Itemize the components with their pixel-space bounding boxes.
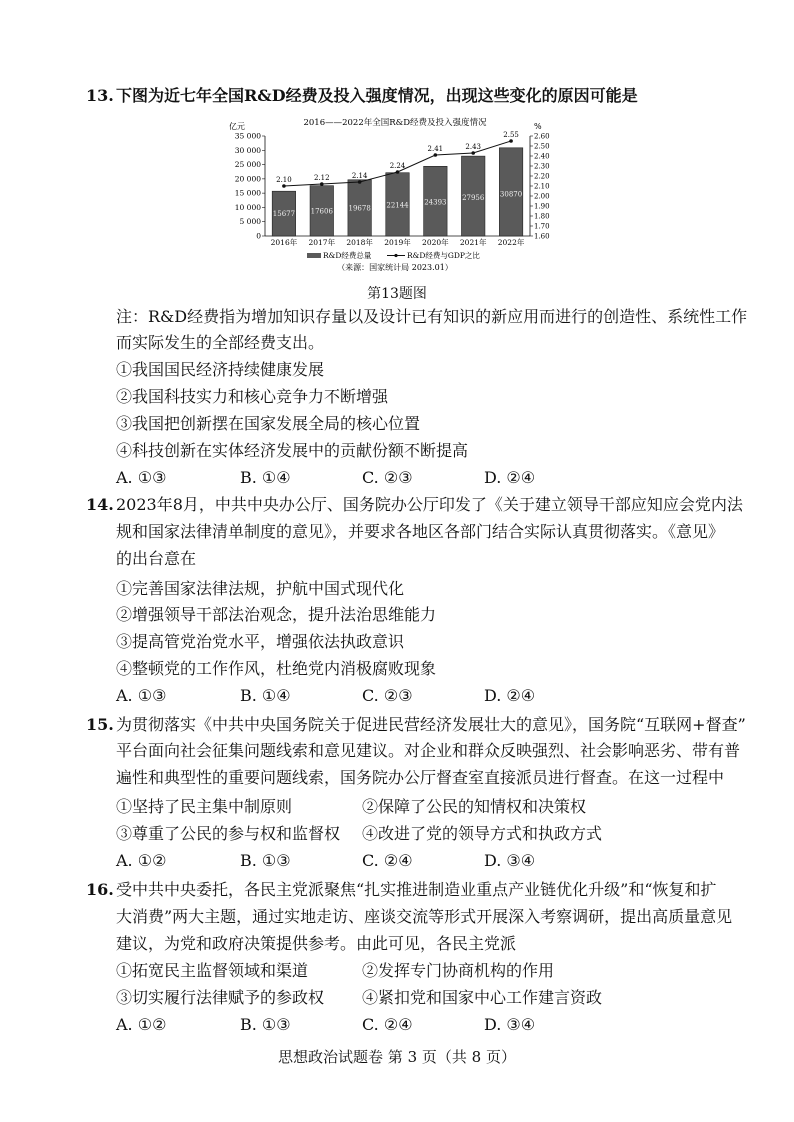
q14-option-b[interactable]: B. ①④ — [240, 686, 291, 705]
q16-stem-line2: 大消费”两大主题，通过实地走访、座谈交流等形式开展深入考察调研，提出高质量意见 — [116, 907, 733, 926]
q16-statement-4: ④紧扣党和国家中心工作建言资政 — [362, 988, 603, 1007]
q15-statements-row1 — [0, 796, 794, 818]
q14-statement-3: ③提高管党治党水平，增强依法执政意识 — [116, 632, 405, 651]
left-tick-label: 5 000 — [239, 217, 261, 227]
q14-options — [0, 685, 794, 707]
ratio-point — [434, 153, 438, 157]
bar-value-label: 19678 — [348, 204, 371, 213]
ratio-value-label: 2.12 — [313, 174, 330, 182]
q14-statement-2: ②增强领导干部法治观念，提升法治思维能力 — [116, 605, 437, 624]
left-tick-label: 30 000 — [234, 145, 261, 155]
bar-value-label: 22144 — [386, 201, 409, 210]
q16-option-b[interactable]: B. ①③ — [240, 1015, 291, 1034]
q15-statement-3: ③尊重了公民的参与权和监督权 — [116, 824, 341, 843]
q16-stem-line1: 受中共中央委托，各民主党派聚焦“扎实推进制造业重点产业链优化升级”和“恢复和扩 — [116, 880, 717, 899]
ratio-value-label: 2.24 — [389, 162, 406, 170]
right-tick-label: 2.60 — [534, 132, 550, 141]
q14-statement-1: ①完善国家法律法规，护航中国式现代化 — [116, 579, 405, 598]
left-tick-label: 20 000 — [234, 174, 261, 184]
x-tick-label: 2022年 — [497, 238, 525, 247]
q13-options — [0, 467, 794, 489]
q13-statement-4: ④科技创新在实体经济发展中的贡献份额不断提高 — [116, 441, 469, 460]
ratio-point — [358, 180, 362, 184]
ratio-value-label: 2.41 — [427, 145, 444, 153]
left-tick-label: 0 — [256, 231, 261, 241]
q16-option-d[interactable]: D. ③④ — [484, 1015, 536, 1034]
x-tick-label: 2020年 — [422, 238, 449, 247]
right-tick-label: 2.10 — [534, 182, 550, 191]
q14-stem-line1: 2023年8月，中共中央办公厅、国务院办公厅印发了《关于建立领导干部应知应会党内法 — [116, 495, 743, 514]
q16-statement-3: ③切实履行法律赋予的参政权 — [116, 988, 325, 1007]
x-tick-label: 2019年 — [384, 238, 411, 247]
rd-chart-svg — [225, 116, 560, 276]
page-footer: 思想政治试题卷 第 3 页（共 8 页） — [278, 1048, 516, 1066]
chart-title: 2016——2022年全国R&D经费及投入强度情况 — [303, 118, 487, 128]
q15-stem-line1: 为贯彻落实《中共中央国务院关于促进民营经济发展壮大的意见》，国务院“互联网+督查” — [116, 715, 746, 734]
right-axis-unit: % — [534, 122, 542, 131]
right-tick-label: 1.60 — [534, 232, 550, 241]
ratio-point — [282, 184, 286, 188]
right-tick-label: 2.50 — [534, 142, 550, 151]
q15-option-c[interactable]: C. ②④ — [362, 851, 413, 870]
q13-option-b[interactable]: B. ①④ — [240, 468, 291, 487]
bar-value-label: 15677 — [272, 209, 296, 218]
q14-number: 14. — [86, 495, 114, 514]
q14-statement-4: ④整顿党的工作作风，杜绝党内消极腐败现象 — [116, 659, 437, 678]
ratio-value-label: 2.55 — [503, 131, 519, 139]
legend-line-marker — [394, 254, 397, 257]
q13-note-line2: 而实际发生的全部经费支出。 — [116, 333, 325, 352]
right-tick-label: 2.40 — [534, 152, 550, 161]
q16-statements-row1 — [0, 960, 794, 982]
q13-option-a[interactable]: A. ①③ — [116, 468, 167, 487]
right-tick-label: 2.30 — [534, 162, 550, 171]
q15-number: 15. — [86, 715, 114, 734]
bar-value-label: 27956 — [462, 194, 485, 203]
q13-option-d[interactable]: D. ②④ — [484, 468, 536, 487]
x-tick-label: 2017年 — [308, 238, 336, 247]
q13-note-line1: 注：R&D经费指为增加知识存量以及设计已有知识的新应用而进行的创造性、系统性工作 — [116, 307, 748, 326]
ratio-value-label: 2.14 — [351, 172, 368, 180]
figure-caption: 第13题图 — [367, 286, 427, 302]
q16-stem-line3: 建议，为党和政府决策提供参考。由此可见，各民主党派 — [116, 934, 517, 953]
q13-statement-3: ③我国把创新摆在国家发展全局的核心位置 — [116, 414, 421, 433]
ratio-point — [471, 151, 475, 155]
q16-statements-row2 — [0, 987, 794, 1009]
legend-bar-swatch — [307, 253, 321, 258]
bar-value-label: 24393 — [424, 198, 447, 207]
q15-statement-2: ②保障了公民的知情权和决策权 — [362, 797, 587, 816]
ratio-point — [396, 170, 400, 174]
q15-statement-1: ①坚持了民主集中制原则 — [116, 797, 293, 816]
q13-option-c[interactable]: C. ②③ — [362, 468, 413, 487]
bar-value-label: 17606 — [310, 207, 333, 216]
x-tick-label: 2021年 — [459, 238, 487, 247]
q16-statement-2: ②发挥专门协商机构的作用 — [362, 961, 555, 980]
right-tick-label: 1.80 — [534, 212, 550, 221]
right-tick-label: 1.90 — [534, 202, 550, 211]
q13-statement-2: ②我国科技实力和核心竞争力不断增强 — [116, 387, 389, 406]
chart-source: （来源：国家统计局 2023.01） — [337, 263, 453, 272]
q15-option-b[interactable]: B. ①③ — [240, 851, 291, 870]
q13-stem: 下图为近七年全国R&D经费及投入强度情况，出现这些变化的原因可能是 — [116, 86, 638, 105]
q16-options — [0, 1014, 794, 1036]
q15-option-a[interactable]: A. ①② — [116, 851, 167, 870]
q16-number: 16. — [86, 880, 114, 899]
bar-value-label: 30870 — [499, 190, 523, 199]
left-tick-label: 15 000 — [234, 188, 261, 198]
q15-statements-row2 — [0, 823, 794, 845]
right-tick-label: 1.70 — [534, 222, 550, 231]
q15-stem-line2: 平台面向社会征集问题线索和意见建议。对企业和群众反映强烈、社会影响恶劣、带有普 — [116, 741, 741, 760]
q13-number: 13. — [86, 86, 114, 105]
ratio-point — [320, 182, 324, 186]
q16-statement-1: ①拓宽民主监督领域和渠道 — [116, 961, 309, 980]
q14-stem-line2: 规和国家法律清单制度的意见》，并要求各地区各部门结合实际认真贯彻落实。《意见》 — [116, 522, 725, 541]
legend-bar-label: R&D经费总量 — [323, 251, 372, 260]
q15-statement-4: ④改进了党的领导方式和执政方式 — [362, 824, 603, 843]
legend-line-label: R&D经费与GDP之比 — [407, 251, 480, 260]
ratio-value-label: 2.43 — [465, 143, 482, 151]
ratio-point — [509, 139, 513, 143]
ratio-value-label: 2.10 — [276, 176, 292, 184]
x-tick-label: 2018年 — [346, 238, 373, 247]
q15-option-d[interactable]: D. ③④ — [484, 851, 536, 870]
chart-legend — [307, 250, 480, 260]
q15-options — [0, 850, 794, 872]
q16-option-a[interactable]: A. ①② — [116, 1015, 167, 1034]
q16-option-c[interactable]: C. ②④ — [362, 1015, 413, 1034]
q14-stem-line3: 的出台意在 — [116, 549, 197, 568]
left-tick-label: 10 000 — [234, 202, 261, 212]
rd-chart — [225, 116, 560, 276]
q14-option-d[interactable]: D. ②④ — [484, 686, 536, 705]
x-tick-label: 2016年 — [270, 238, 298, 247]
left-axis-unit: 亿元 — [229, 122, 245, 131]
q13-statement-1: ①我国国民经济持续健康发展 — [116, 360, 325, 379]
q14-option-a[interactable]: A. ①③ — [116, 686, 167, 705]
right-tick-label: 2.20 — [534, 172, 550, 181]
left-tick-label: 35 000 — [234, 131, 261, 141]
right-tick-label: 2.00 — [534, 192, 550, 201]
q15-stem-line3: 遍性和典型性的重要问题线索，国务院办公厅督查室直接派员进行督查。在这一过程中 — [116, 768, 725, 787]
left-tick-label: 25 000 — [234, 160, 261, 170]
q14-option-c[interactable]: C. ②③ — [362, 686, 413, 705]
